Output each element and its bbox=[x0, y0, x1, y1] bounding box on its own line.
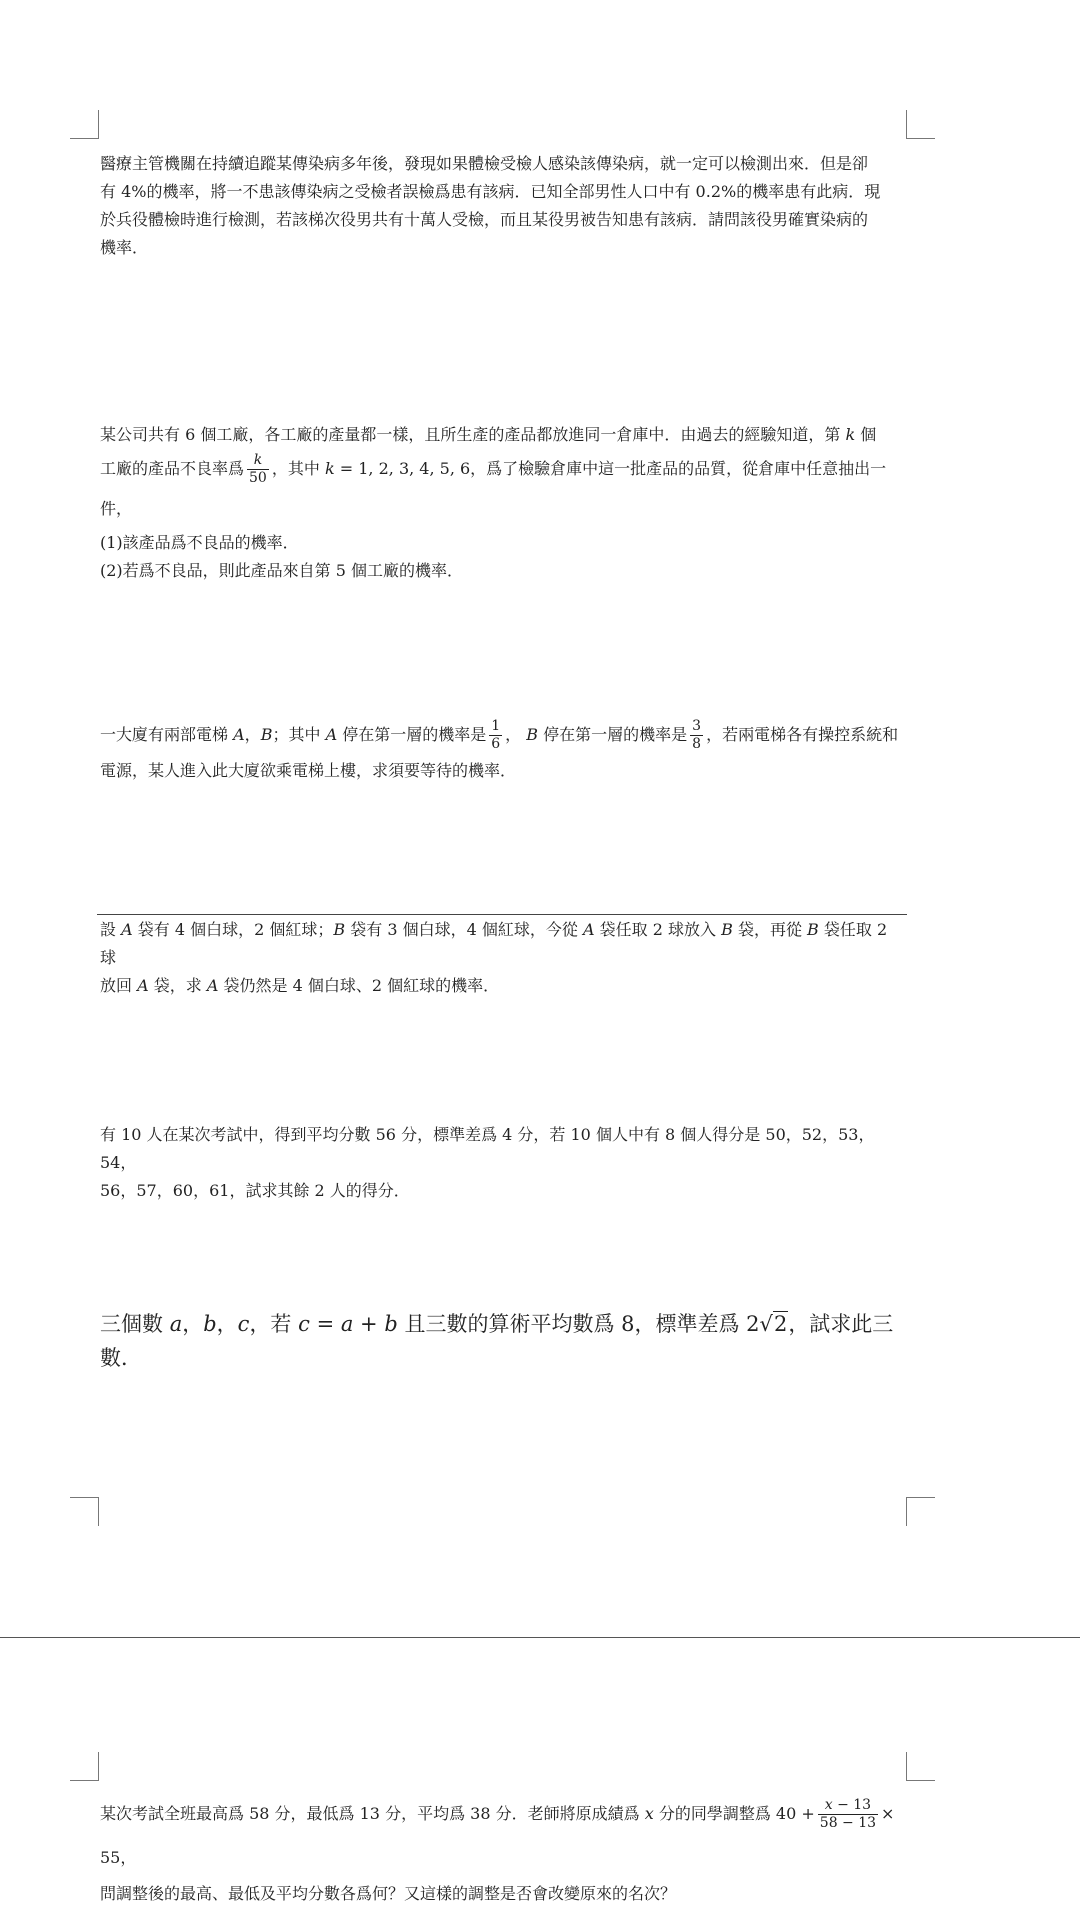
equals-sign: = bbox=[309, 1312, 341, 1336]
fraction-1-over-6 bbox=[489, 718, 502, 753]
question-4-text: 袋有 4 個白球，2 個紅球； bbox=[137, 920, 334, 939]
question-6-text: 三個數 bbox=[100, 1312, 163, 1336]
fraction-denominator: 58 − 13 bbox=[819, 1815, 877, 1831]
crop-mark-bottom-left bbox=[70, 1497, 99, 1526]
numerator-text: − 13 bbox=[832, 1797, 872, 1813]
question-6-text: ， bbox=[182, 1312, 204, 1336]
question-2 bbox=[100, 421, 906, 585]
question-7-text: 分的同學調整爲 40 + bbox=[658, 1804, 815, 1823]
variable-B: B bbox=[260, 725, 273, 744]
question-6-text: ，試求此三數． bbox=[100, 1312, 894, 1370]
question-3 bbox=[100, 713, 906, 785]
plus-sign: + bbox=[353, 1312, 385, 1336]
question-4-text: 袋，再從 bbox=[737, 920, 802, 939]
variable-A: A bbox=[582, 920, 595, 939]
question-3-text: ， bbox=[505, 725, 522, 744]
question-3-text: 一大廈有兩部電梯 bbox=[100, 725, 229, 744]
variable-a: a bbox=[340, 1312, 354, 1336]
fraction-denominator: 8 bbox=[692, 736, 702, 752]
variable-k: k bbox=[324, 459, 335, 478]
question-1-line-1: 醫療主管機關在持續追蹤某傳染病多年後，發現如果體檢受檢人感染該傳染病，就一定可以檢測出來．但是卻 bbox=[100, 154, 869, 173]
question-4-text: 袋任取 2 球 bbox=[100, 920, 888, 967]
question-2-line-2 bbox=[100, 449, 906, 529]
question-2-sub-2: (2)若爲不良品，則此產品來自第 5 個工廠的機率． bbox=[100, 561, 464, 580]
divider-line bbox=[97, 914, 907, 915]
question-7 bbox=[100, 1792, 906, 1908]
variable-a: a bbox=[169, 1312, 183, 1336]
question-2-text: = 1, 2, 3, 4, 5, 6，爲了檢驗倉庫中這一批產品的品質，從倉庫中任意抽出一件， bbox=[100, 459, 887, 518]
question-7-line-2: 問調整後的最高、最低及平均分數各爲何？又這樣的調整是否會改變原來的名次？ bbox=[100, 1884, 677, 1903]
question-7-line-1 bbox=[100, 1792, 906, 1880]
fraction-numerator: 1 bbox=[491, 718, 501, 734]
variable-B: B bbox=[333, 920, 346, 939]
question-4-text: 袋任取 2 球放入 bbox=[599, 920, 716, 939]
question-4-text: 袋仍然是 4 個白球、2 個紅球的機率． bbox=[223, 976, 500, 995]
question-1-line-3: 於兵役體檢時進行檢測，若該梯次役男共有十萬人受檢，而且某役男被告知患有該病．請問該役男確實染病的 bbox=[100, 210, 869, 229]
question-1-line-2: 有 4%的機率，將一不患該傳染病之受檢者誤檢爲患有該病．已知全部男性人口中有 0.2%的機率患有此病．現 bbox=[100, 182, 881, 201]
variable-c: c bbox=[237, 1312, 250, 1336]
variable-c: c bbox=[298, 1312, 310, 1336]
crop-mark-top-left bbox=[70, 1752, 99, 1781]
question-2-text: 某公司共有 6 個工廠，各工廠的產量都一樣，且所生產的產品都放進同一倉庫中．由過去的經驗知道，第 bbox=[100, 425, 841, 444]
fraction-3-over-8 bbox=[690, 718, 703, 753]
question-7-text: × 55， bbox=[100, 1804, 895, 1867]
question-4-line-2 bbox=[100, 972, 906, 1000]
fraction-k-over-50 bbox=[247, 452, 269, 487]
radicand: 2 bbox=[773, 1312, 788, 1336]
question-2-text: 工廠的產品不良率爲 bbox=[100, 459, 245, 478]
question-3-text: 停在第一層的機率是 bbox=[342, 725, 487, 744]
question-2-sub-1: (1)該產品爲不良品的機率． bbox=[100, 533, 299, 552]
fraction-numerator: 3 bbox=[692, 718, 702, 734]
question-6-line-1 bbox=[100, 1307, 906, 1375]
square-root: √2 bbox=[759, 1312, 788, 1336]
question-6-text: 且三數的算術平均數爲 8，標準差爲 2 bbox=[404, 1312, 760, 1336]
fraction-denominator: 6 bbox=[491, 736, 501, 752]
fraction-scale-formula bbox=[818, 1797, 878, 1832]
crop-mark-bottom-right bbox=[906, 1497, 935, 1526]
question-2-line-1 bbox=[100, 421, 906, 449]
variable-x: x bbox=[824, 1797, 833, 1813]
crop-mark-top-right bbox=[906, 110, 935, 139]
question-3-text: ；其中 bbox=[272, 725, 321, 744]
question-3-text: ，若兩電梯各有操控系統和 bbox=[706, 725, 899, 744]
question-4-line-1 bbox=[100, 916, 906, 972]
question-6-text: ，若 bbox=[249, 1312, 292, 1336]
question-4-text: 設 bbox=[100, 920, 117, 939]
question-1 bbox=[100, 150, 906, 262]
variable-B: B bbox=[526, 725, 539, 744]
crop-mark-top-left bbox=[70, 110, 99, 139]
fraction-numerator: k bbox=[247, 452, 269, 470]
question-3-text: ， bbox=[244, 725, 261, 744]
question-4-text: 袋有 3 個白球，4 個紅球，今從 bbox=[350, 920, 578, 939]
fraction-numerator bbox=[818, 1797, 878, 1815]
variable-B: B bbox=[807, 920, 819, 939]
question-5-line-2: 56，57，60，61，試求其餘 2 人的得分． bbox=[100, 1181, 410, 1200]
question-5 bbox=[100, 1121, 906, 1205]
variable-A: A bbox=[121, 920, 133, 939]
question-4-text: 放回 bbox=[100, 976, 133, 995]
question-6-text: ， bbox=[216, 1312, 238, 1336]
variable-b: b bbox=[384, 1312, 398, 1336]
question-3-line-2: 電源，某人進入此大廈欲乘電梯上樓，求須要等待的機率． bbox=[100, 761, 517, 780]
fraction-denominator: 50 bbox=[249, 470, 267, 486]
variable-A: A bbox=[206, 976, 219, 995]
question-1-line-4: 機率． bbox=[100, 238, 149, 257]
variable-b: b bbox=[203, 1312, 217, 1336]
question-5-line-1: 有 10 人在某次考試中，得到平均分數 56 分，標準差爲 4 分，若 10 個人中有 8 個人得分是 50，52，53，54， bbox=[100, 1125, 875, 1172]
variable-A: A bbox=[233, 725, 245, 744]
question-2-text: ，其中 bbox=[271, 459, 320, 478]
variable-B: B bbox=[721, 920, 733, 939]
question-2-text: 個 bbox=[860, 425, 877, 444]
crop-mark-top-right bbox=[906, 1752, 935, 1781]
document-page-2 bbox=[0, 1638, 1080, 1920]
question-4-text: 袋，求 bbox=[153, 976, 202, 995]
question-7-text: 某次考試全班最高爲 58 分，最低爲 13 分，平均爲 38 分．老師將原成績爲 bbox=[100, 1804, 640, 1823]
question-3-text: 停在第一層的機率是 bbox=[543, 725, 688, 744]
variable-x: x bbox=[644, 1804, 654, 1823]
variable-k: k bbox=[845, 425, 856, 444]
variable-A: A bbox=[137, 976, 149, 995]
question-3-line-1 bbox=[100, 713, 906, 757]
question-4 bbox=[100, 916, 906, 1000]
question-6 bbox=[100, 1307, 906, 1375]
variable-A: A bbox=[325, 725, 338, 744]
